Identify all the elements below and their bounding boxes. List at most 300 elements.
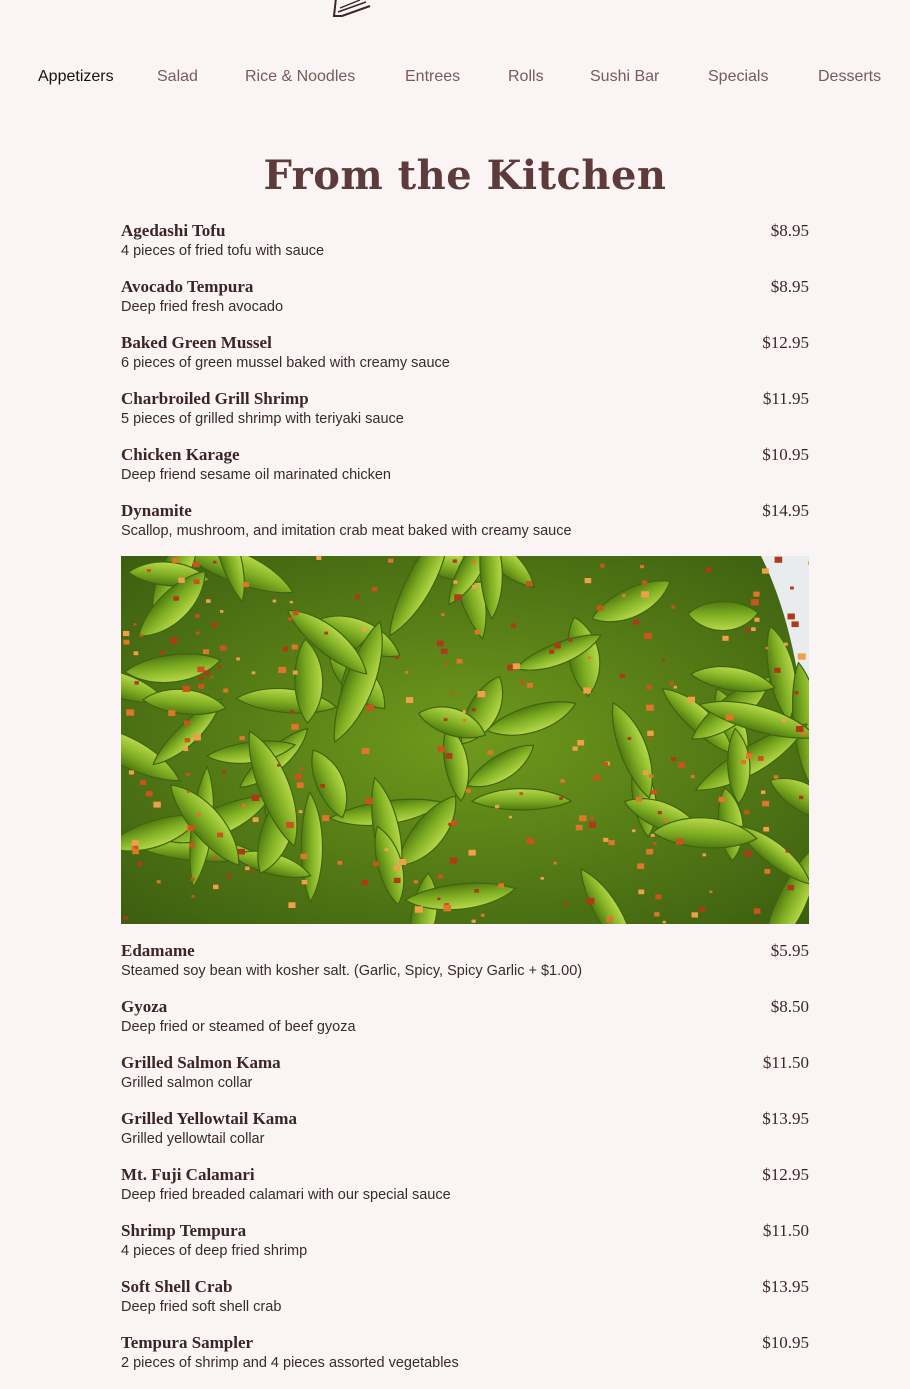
item-name: Soft Shell Crab	[121, 1277, 233, 1296]
garlic-bit	[671, 757, 676, 761]
garlic-bit	[761, 791, 765, 795]
garlic-bit	[132, 840, 139, 846]
garlic-bit	[603, 762, 608, 766]
garlic-bit	[438, 875, 443, 879]
garlic-bit	[191, 895, 194, 898]
garlic-bit	[243, 582, 249, 587]
item-price: $8.95	[770, 277, 809, 296]
item-name: Chicken Karage	[121, 445, 240, 464]
garlic-bit	[674, 686, 677, 689]
garlic-bit	[787, 885, 794, 891]
garlic-bit	[636, 797, 642, 802]
menu-item	[121, 277, 809, 333]
garlic-bit	[362, 880, 369, 885]
garlic-bit	[140, 780, 146, 785]
garlic-bit	[437, 641, 444, 647]
menu-item	[121, 445, 809, 501]
garlic-bit	[795, 691, 799, 694]
garlic-bit	[597, 605, 604, 610]
garlic-bit	[526, 581, 533, 586]
garlic-bit	[474, 889, 479, 893]
garlic-bit	[568, 638, 572, 641]
garlic-bit	[559, 797, 563, 800]
garlic-bit	[622, 594, 626, 597]
garlic-bit	[466, 789, 471, 793]
garlic-bit	[798, 653, 806, 659]
garlic-bit	[288, 902, 295, 908]
garlic-bit	[220, 610, 223, 613]
garlic-bit	[553, 862, 556, 865]
garlic-bit	[699, 907, 705, 912]
garlic-bit	[288, 617, 292, 620]
garlic-bit	[293, 611, 299, 616]
menu-item	[121, 1053, 809, 1109]
garlic-bit	[722, 636, 728, 641]
item-price: $12.95	[762, 333, 809, 352]
item-description: 6 pieces of green mussel baked with creamy sauce	[121, 355, 450, 371]
edamame-photo	[121, 556, 809, 924]
item-description: Scallop, mushroom, and imitation crab meat baked with creamy sauce	[121, 523, 572, 539]
garlic-bit	[123, 631, 129, 636]
garlic-bit	[220, 645, 227, 650]
garlic-bit	[139, 634, 143, 637]
garlic-bit	[320, 784, 325, 788]
garlic-bit	[633, 620, 639, 625]
item-description: 4 pieces of deep fried shrimp	[121, 1243, 308, 1259]
item-price: $11.95	[762, 389, 809, 408]
garlic-bit	[132, 849, 139, 854]
garlic-bit	[203, 649, 209, 654]
garlic-bit	[691, 775, 695, 778]
item-description: Deep fried or steamed of beef gyoza	[121, 1019, 356, 1035]
garlic-bit	[213, 857, 217, 860]
garlic-bit	[199, 677, 204, 681]
item-name: Edamame	[121, 941, 195, 960]
garlic-bit	[197, 667, 204, 673]
garlic-bit	[796, 726, 804, 732]
garlic-bit	[236, 657, 240, 660]
garlic-bit	[415, 906, 423, 912]
garlic-bit	[577, 740, 584, 746]
garlic-bit	[252, 671, 256, 674]
garlic-bit	[437, 898, 440, 901]
garlic-bit	[438, 746, 445, 752]
garlic-bit	[495, 805, 499, 808]
menu-item	[121, 1277, 809, 1333]
garlic-bit	[147, 569, 151, 572]
garlic-bit	[450, 858, 457, 864]
garlic-bit	[295, 774, 302, 780]
garlic-bit	[745, 851, 752, 857]
garlic-bit	[651, 790, 657, 795]
menu-item	[121, 1221, 809, 1277]
garlic-bit	[157, 880, 161, 883]
garlic-bit	[709, 891, 712, 894]
garlic-bit	[298, 784, 303, 788]
garlic-bit	[744, 810, 749, 814]
item-name: Dynamite	[121, 501, 192, 520]
garlic-bit	[183, 686, 191, 692]
garlic-bit	[726, 714, 734, 720]
garlic-bit	[395, 656, 399, 659]
garlic-bit	[664, 819, 668, 822]
edamame-illustration	[121, 556, 809, 924]
garlic-bit	[527, 838, 535, 844]
garlic-bit	[692, 912, 699, 917]
garlic-bit	[472, 560, 476, 563]
garlic-bit	[560, 779, 565, 783]
garlic-bit	[554, 643, 561, 648]
garlic-bit	[644, 633, 652, 639]
garlic-bit	[588, 657, 591, 659]
garlic-bit	[678, 762, 685, 768]
garlic-bit	[366, 705, 374, 711]
garlic-bit	[609, 840, 615, 845]
garlic-bit	[564, 902, 568, 905]
garlic-bit	[472, 708, 476, 711]
garlic-bit	[373, 862, 379, 867]
item-price: $11.50	[762, 1053, 809, 1072]
garlic-bit	[658, 811, 662, 814]
nav-rolls[interactable]: Rolls	[508, 68, 544, 85]
garlic-bit	[445, 753, 452, 759]
garlic-bit	[457, 659, 463, 664]
item-name: Baked Green Mussel	[121, 333, 272, 352]
garlic-bit	[799, 796, 803, 800]
garlic-bit	[509, 816, 512, 819]
garlic-bit	[762, 801, 769, 807]
garlic-bit	[758, 756, 764, 761]
garlic-bit	[226, 875, 230, 879]
garlic-bit	[213, 885, 219, 889]
garlic-bit	[774, 775, 779, 779]
garlic-bit	[441, 613, 444, 616]
nav-specials[interactable]: Specials	[708, 68, 769, 85]
garlic-bit	[286, 822, 294, 828]
garlic-bit	[519, 792, 523, 795]
item-description: Steamed soy bean with kosher salt. (Garlic, Spicy, Spicy Garlic + $1.00)	[121, 963, 583, 979]
logo-icon	[330, 0, 400, 20]
garlic-bit	[653, 842, 657, 845]
menu-item	[121, 221, 809, 277]
garlic-bit	[663, 921, 666, 924]
garlic-bit	[222, 770, 226, 773]
garlic-bit	[338, 861, 343, 865]
garlic-bit	[654, 912, 659, 916]
garlic-bit	[788, 614, 795, 620]
garlic-bit	[188, 825, 195, 830]
garlic-bit	[472, 585, 477, 589]
garlic-bit	[792, 621, 799, 627]
garlic-bit	[126, 709, 134, 715]
garlic-bit	[651, 834, 655, 837]
garlic-bit	[195, 614, 199, 618]
garlic-bit	[585, 578, 592, 583]
item-name: Gyoza	[121, 997, 168, 1016]
garlic-bit	[801, 732, 805, 736]
nav-sushi-bar[interactable]: Sushi Bar	[590, 68, 660, 85]
section-title: From the Kitchen	[263, 152, 667, 199]
garlic-bit	[676, 839, 683, 845]
garlic-bit	[405, 671, 409, 674]
garlic-bit	[647, 731, 654, 736]
garlic-bit	[453, 580, 457, 583]
garlic-bit	[253, 817, 259, 822]
garlic-bit	[160, 651, 165, 655]
garlic-bit	[754, 618, 759, 622]
garlic-bit	[445, 664, 448, 667]
garlic-bit	[477, 691, 485, 697]
garlic-bit	[197, 813, 201, 816]
garlic-bit	[394, 878, 401, 883]
garlic-bit	[394, 866, 400, 871]
garlic-bit	[638, 890, 644, 895]
nav-appetizers[interactable]: Appetizers	[38, 68, 114, 85]
item-price: $12.95	[762, 1165, 809, 1184]
item-name: Agedashi Tofu	[121, 221, 226, 240]
garlic-bit	[451, 820, 457, 825]
garlic-bit	[183, 747, 188, 751]
garlic-bit	[291, 724, 298, 730]
menu-item	[121, 941, 809, 997]
garlic-bit	[212, 623, 218, 628]
garlic-bit	[662, 659, 665, 662]
garlic-bit	[278, 667, 286, 673]
garlic-bit	[123, 640, 129, 645]
garlic-bit	[124, 916, 128, 919]
garlic-bit	[637, 863, 644, 869]
menu-list-bottom	[121, 941, 809, 1389]
item-name: Grilled Yellowtail Kama	[121, 1109, 297, 1128]
garlic-bit	[520, 681, 525, 685]
garlic-bit	[137, 862, 142, 866]
garlic-bit	[583, 688, 591, 694]
garlic-bit	[414, 880, 418, 883]
garlic-bit	[300, 768, 304, 771]
garlic-bit	[475, 630, 481, 635]
item-price: $8.50	[770, 997, 809, 1016]
item-price: $13.95	[762, 1277, 809, 1296]
garlic-bit	[600, 564, 605, 568]
garlic-bit	[193, 562, 200, 567]
garlic-bit	[669, 682, 674, 686]
garlic-bit	[194, 579, 200, 584]
garlic-bit	[170, 638, 178, 644]
garlic-bit	[628, 737, 632, 740]
garlic-bit	[688, 697, 695, 703]
garlic-bit	[511, 623, 516, 627]
garlic-bit	[576, 825, 583, 831]
garlic-bit	[451, 692, 454, 694]
item-name: Grilled Salmon Kama	[121, 1053, 281, 1072]
menu-list-top	[121, 221, 809, 557]
garlic-bit	[293, 671, 298, 675]
garlic-bit	[185, 738, 190, 742]
item-price: $10.95	[762, 1333, 809, 1352]
garlic-bit	[754, 908, 761, 913]
garlic-bit	[322, 815, 329, 821]
garlic-bit	[146, 791, 153, 796]
garlic-bit	[753, 592, 759, 597]
garlic-bit	[355, 595, 360, 599]
item-description: Deep friend sesame oil marinated chicken	[121, 467, 391, 483]
garlic-bit	[463, 710, 467, 713]
menu-item	[121, 1333, 809, 1389]
garlic-bit	[193, 734, 201, 740]
item-description: Grilled salmon collar	[121, 1075, 253, 1091]
garlic-bit	[273, 600, 277, 603]
item-name: Charbroiled Grill Shrimp	[121, 389, 309, 408]
garlic-bit	[223, 689, 228, 693]
garlic-bit	[632, 829, 636, 832]
garlic-bit	[385, 848, 389, 851]
item-description: 4 pieces of fried tofu with sauce	[121, 243, 325, 259]
garlic-bit	[213, 561, 217, 564]
garlic-bit	[196, 632, 200, 635]
garlic-bit	[172, 558, 178, 563]
item-price: $13.95	[762, 1109, 809, 1128]
garlic-bit	[444, 718, 448, 721]
nav-desserts[interactable]: Desserts	[818, 68, 882, 85]
item-name: Shrimp Tempura	[121, 1221, 247, 1240]
item-description: Grilled yellowtail collar	[121, 1131, 265, 1147]
garlic-bit	[187, 790, 190, 792]
garlic-bit	[641, 591, 649, 597]
garlic-bit	[453, 559, 457, 562]
garlic-bit	[746, 754, 753, 759]
garlic-bit	[472, 920, 476, 923]
garlic-bit	[763, 827, 769, 832]
garlic-bit	[513, 663, 520, 669]
garlic-bit	[587, 898, 595, 904]
garlic-bit	[365, 798, 372, 804]
garlic-bit	[775, 557, 783, 563]
garlic-bit	[498, 883, 504, 888]
garlic-bit	[642, 581, 647, 585]
garlic-bit	[134, 623, 137, 625]
garlic-bit	[549, 650, 554, 654]
garlic-bit	[299, 810, 303, 813]
item-description: Deep fried breaded calamari with our special sauce	[121, 1187, 451, 1203]
garlic-bit	[129, 770, 134, 774]
item-price: $10.95	[762, 445, 809, 464]
garlic-bit	[186, 773, 190, 776]
item-name: Mt. Fuji Calamari	[121, 1165, 255, 1184]
garlic-bit	[168, 710, 175, 716]
garlic-bit	[406, 697, 413, 703]
garlic-bit	[784, 643, 788, 646]
garlic-bit	[603, 838, 608, 842]
item-name: Avocado Tempura	[121, 277, 254, 296]
item-description: Deep fried fresh avocado	[121, 299, 284, 315]
garlic-bit	[751, 627, 756, 631]
garlic-bit	[487, 750, 493, 754]
garlic-bit	[316, 556, 321, 560]
garlic-bit	[765, 647, 768, 650]
garlic-bit	[469, 850, 476, 856]
item-description: 5 pieces of grilled shrimp with teriyaki sauce	[121, 411, 404, 427]
garlic-bit	[399, 859, 407, 865]
garlic-bit	[790, 587, 794, 590]
item-price: $5.95	[770, 941, 809, 960]
garlic-bit	[481, 914, 485, 917]
garlic-bit	[238, 849, 245, 855]
garlic-bit	[189, 843, 195, 848]
garlic-bit	[649, 737, 652, 740]
garlic-bit	[217, 833, 223, 838]
garlic-bit	[643, 771, 649, 775]
garlic-bit	[719, 797, 726, 802]
garlic-bit	[703, 853, 707, 856]
garlic-bit	[443, 905, 451, 911]
garlic-bit	[541, 877, 544, 880]
garlic-bit	[372, 587, 377, 591]
garlic-bit	[290, 710, 294, 713]
garlic-bit	[245, 867, 249, 871]
garlic-bit	[249, 871, 252, 874]
nav-rice-noodles[interactable]: Rice & Noodles	[245, 68, 356, 85]
garlic-bit	[441, 649, 448, 654]
garlic-bit	[282, 647, 288, 652]
garlic-bit	[741, 760, 746, 764]
garlic-bit	[607, 916, 614, 921]
garlic-bit	[655, 894, 661, 899]
garlic-bit	[774, 668, 781, 673]
garlic-bit	[218, 665, 222, 668]
garlic-bit	[204, 670, 210, 675]
menu-item	[121, 1109, 809, 1165]
garlic-bit	[706, 568, 712, 573]
garlic-bit	[153, 802, 160, 808]
garlic-bit	[646, 705, 654, 711]
item-price: $8.95	[770, 221, 809, 240]
garlic-bit	[746, 629, 750, 633]
nav-entrees[interactable]: Entrees	[405, 68, 461, 85]
garlic-bit	[362, 748, 370, 754]
garlic-bit	[593, 775, 600, 780]
garlic-bit	[751, 599, 759, 605]
category-nav	[0, 66, 910, 90]
garlic-bit	[178, 578, 185, 583]
menu-item	[121, 1165, 809, 1221]
menu-item	[121, 997, 809, 1053]
garlic-bit	[527, 683, 533, 688]
nav-salad[interactable]: Salad	[157, 68, 198, 85]
garlic-bit	[210, 676, 213, 679]
garlic-bit	[649, 774, 654, 778]
garlic-bit	[579, 815, 586, 821]
item-price: $14.95	[762, 501, 809, 520]
item-price: $11.50	[762, 1221, 809, 1240]
garlic-bit	[242, 804, 246, 807]
garlic-bit	[290, 601, 293, 604]
item-description: 2 pieces of shrimp and 4 pieces assorted vegetables	[121, 1355, 459, 1371]
garlic-bit	[362, 628, 366, 631]
garlic-bit	[786, 850, 789, 853]
garlic-bit	[240, 736, 245, 740]
menu-item	[121, 389, 809, 445]
garlic-bit	[646, 685, 652, 690]
garlic-bit	[764, 869, 770, 874]
garlic-bit	[198, 684, 204, 689]
garlic-bit	[135, 681, 139, 685]
garlic-bit	[782, 719, 786, 723]
garlic-bit	[463, 719, 466, 722]
garlic-bit	[808, 561, 809, 565]
garlic-bit	[762, 568, 769, 573]
garlic-bit	[134, 651, 139, 655]
garlic-bit	[191, 878, 195, 881]
